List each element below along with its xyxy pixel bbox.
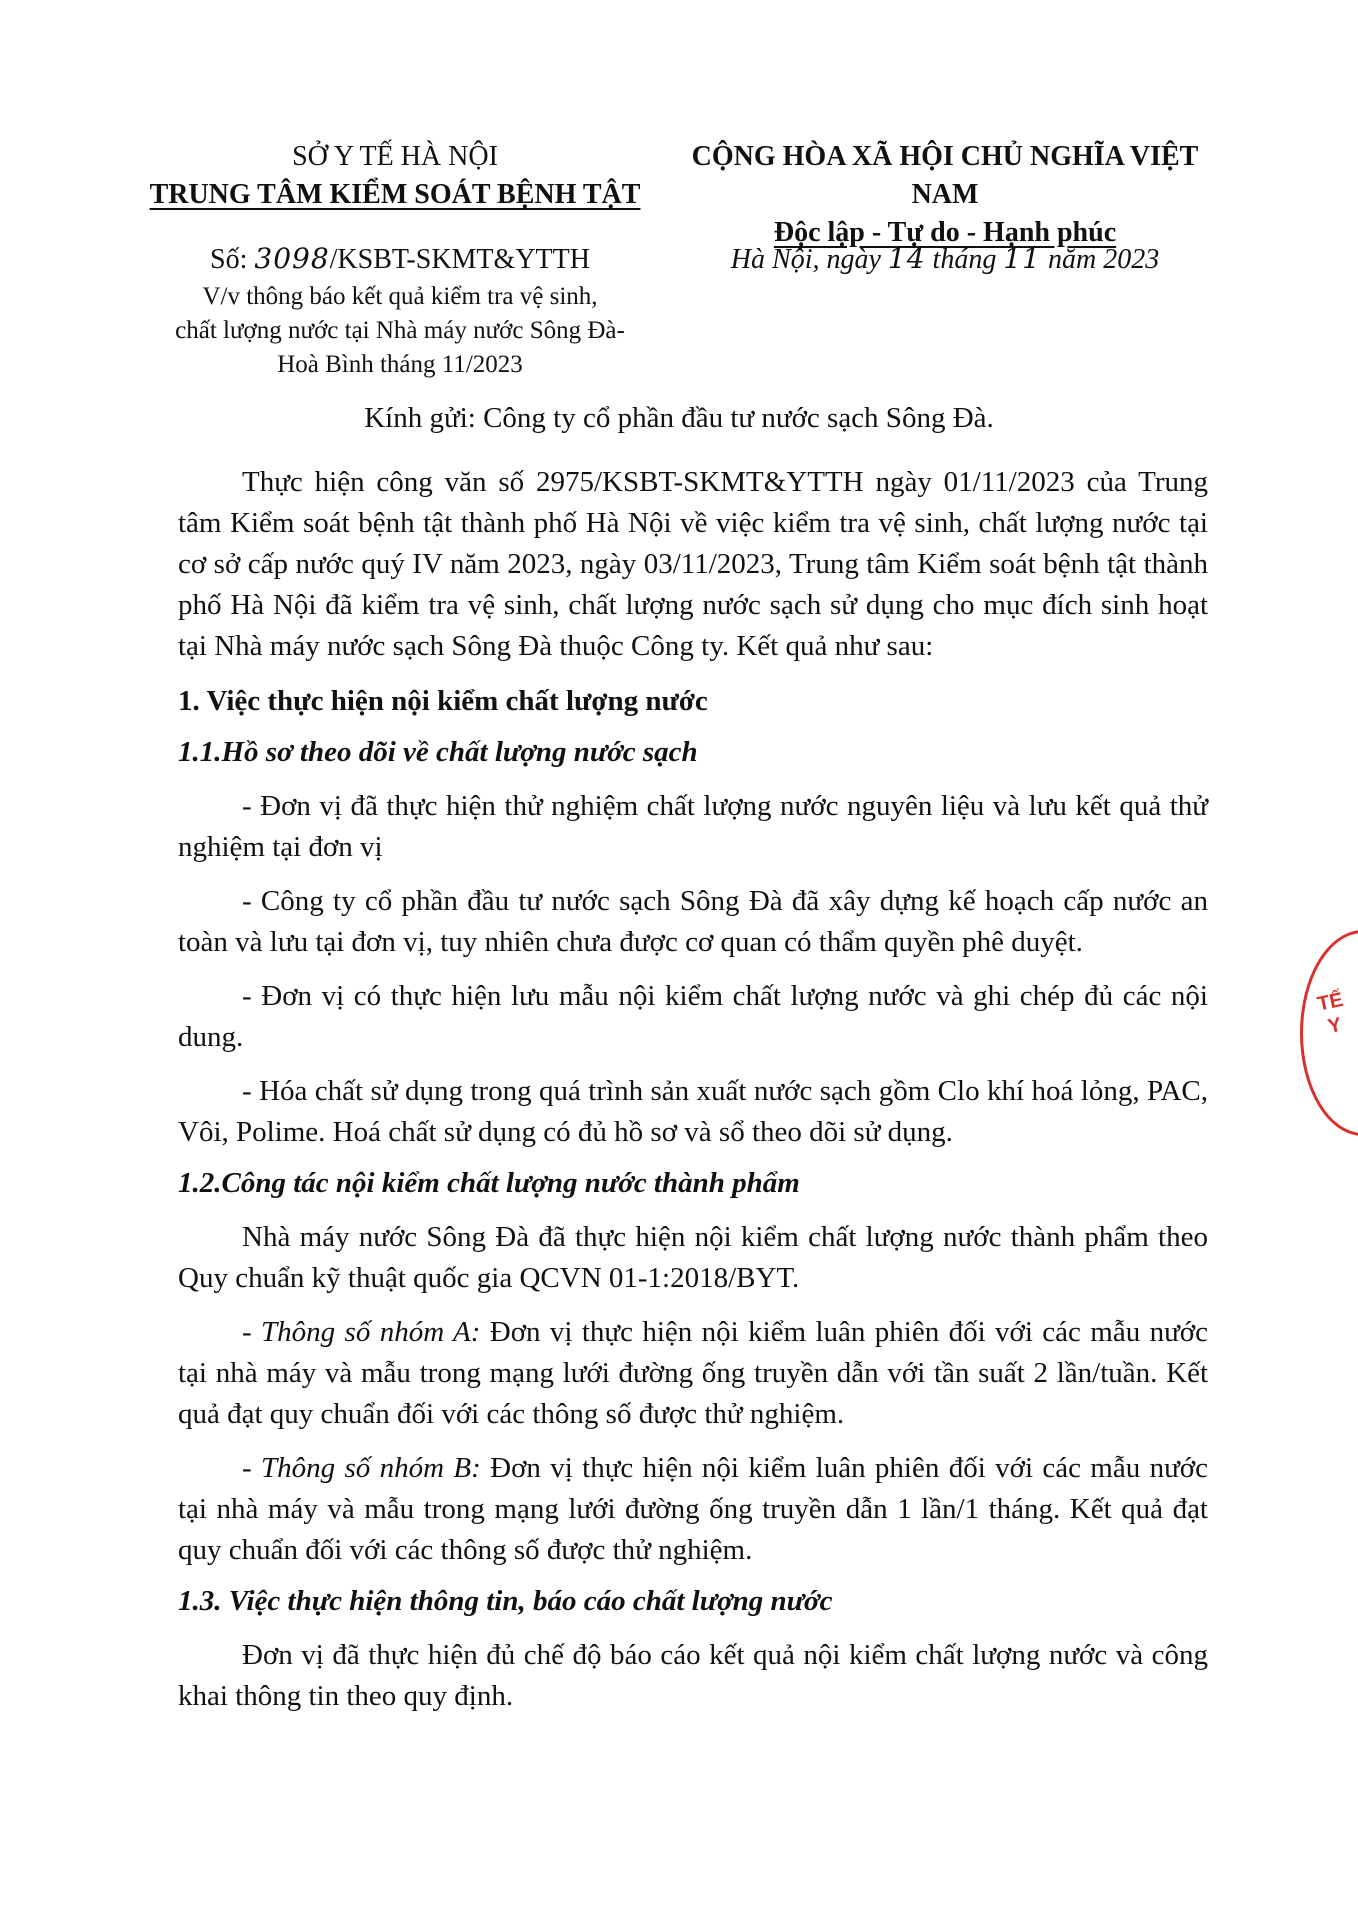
list-item: - Đơn vị đã thực hiện thử nghiệm chất lượng nước nguyên liệu và lưu kết quả thử nghiệm tại đơn vị [178,790,1208,863]
stamp-lettering: TẾ Y [1315,988,1346,1040]
handwritten-number: 3098 [254,242,330,275]
national-title: CỘNG HÒA XÃ HỘI CHỦ NGHĨA VIỆT NAM [691,141,1199,210]
section-1-3-heading: 1.3. Việc thực hiện thông tin, báo cáo chất lượng nước [178,1585,833,1617]
section-1-1-heading: 1.1.Hồ sơ theo dõi về chất lượng nước sạch [178,736,698,768]
issuer-center: TRUNG TÂM KIỂM SOÁT BỆNH TẬT [149,179,641,210]
section-1-2-intro: Nhà máy nước Sông Đà đã thực hiện nội kiểm chất lượng nước thành phẩm theo Quy chuẩn kỹ thuật quốc gia QCVN 01-1:2018/BYT. [178,1221,1208,1294]
section-1-2-heading: 1.2.Công tác nội kiểm chất lượng nước thành phẩm [178,1167,800,1199]
subject-block: V/v thông báo kết quả kiểm tra vệ sinh, chất lượng nước tại Nhà máy nước Sông Đà- Hoà Bình tháng 11/2023 [175,283,625,378]
list-item: - Đơn vị có thực hiện lưu mẫu nội kiểm chất lượng nước và ghi chép đủ các nội dung. [178,980,1208,1053]
recipient-line: Kính gửi: Công ty cổ phần đầu tư nước sạch Sông Đà. [364,402,994,434]
issuer-block [140,138,650,214]
handwritten-day: 14 [887,242,926,275]
document-body [178,462,1208,1717]
intro-paragraph: Thực hiện công văn số 2975/KSBT-SKMT&YTTH ngày 01/11/2023 của Trung tâm Kiểm soát bệnh tật thành phố Hà Nội về việc kiểm tra vệ sinh, chất lượng nước tại cơ sở cấp nước quý IV năm 2023, ngày 03/11/2023, Trung tâm Kiểm soát bệnh tật thành phố Hà Nội đã kiểm tra vệ sinh, chất lượng nước sạch sử dụng cho mục đích sinh hoạt tại Nhà máy nước sạch Sông Đà thuộc Công ty. Kết quả như sau: [178,466,1208,662]
group-b-paragraph: - Thông số nhóm B: Đơn vị thực hiện nội kiểm luân phiên đối với các mẫu nước tại nhà máy và mẫu trong mạng lưới đường ống truyền dẫn 1 lần/1 tháng. Kết quả đạt quy chuẩn đối với các thông số được thử nghiệm. [178,1452,1209,1566]
section-1-heading: 1. Việc thực hiện nội kiểm chất lượng nước [178,685,708,717]
national-motto: Độc lập - Tự do - Hạnh phúc [773,217,1117,248]
group-a-paragraph: - Thông số nhóm A: Đơn vị thực hiện nội kiểm luân phiên đối với các mẫu nước tại nhà máy và mẫu trong mạng lưới đường ống truyền dẫn với tần suất 2 lần/tuần. Kết quả đạt quy chuẩn đối với các thông số được thử nghiệm. [178,1316,1208,1430]
document-number: Số: 3098/KSBT-SKMT&YTTH [210,242,590,275]
list-item: - Hóa chất sử dụng trong quá trình sản xuất nước sạch gồm Clo khí hoá lỏng, PAC, Vôi, Polime. Hoá chất sử dụng có đủ hồ sơ và sổ theo dõi sử dụng. [178,1075,1208,1148]
handwritten-month: 11 [1003,242,1041,275]
date-line: Hà Nội, ngày 14 tháng 11 năm 2023 [730,242,1160,275]
national-header [660,138,1230,252]
list-item: - Công ty cổ phần đầu tư nước sạch Sông Đà đã xây dựng kế hoạch cấp nước an toàn và lưu tại đơn vị, tuy nhiên chưa được cơ quan có thẩm quyền phê duyệt. [178,885,1208,958]
issuer-ministry: SỞ Y TẾ HÀ NỘI [292,141,498,172]
section-1-3-text: Đơn vị đã thực hiện đủ chế độ báo cáo kết quả nội kiểm chất lượng nước và công khai thông tin theo quy định. [178,1639,1208,1712]
